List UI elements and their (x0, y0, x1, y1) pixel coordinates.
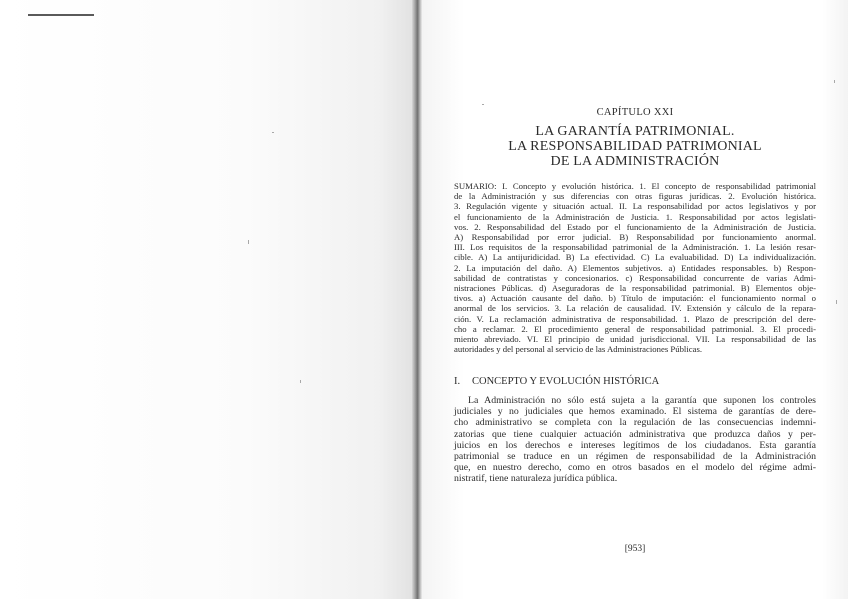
body-line: zatorias que tiene cualquier actuación administrativa que produzca daños y per- (454, 428, 816, 440)
summary-line: miento abreviado. VI. El principio de unidad jurisdiccional. VII. La responsabilidad de las (454, 334, 816, 345)
summary-line: III. Los requisitos de la responsabilidad patrimonial de la Administración. 1. La lesión resar- (454, 242, 816, 253)
page-speck (836, 300, 837, 304)
summary-line: cho a reclamar. 2. El procedimiento general de responsabilidad patrimonial. 3. El procedi- (454, 323, 816, 334)
header-rule (28, 14, 94, 16)
summary-line: tivos. a) Actuación causante del daño. b) Título de imputación: el funcionamiento normal o (454, 293, 816, 304)
summary-line: anormal de los servicios. 3. La relación de causalidad. IV. Extensión y cálculo de la repara- (454, 303, 816, 314)
summary-line: autoridades y del personal al servicio de las Administraciones Públicas. (454, 344, 703, 355)
chapter-title-line: LA RESPONSABILIDAD PATRIMONIAL (508, 139, 762, 154)
chapter-title (454, 124, 816, 169)
right-page (422, 0, 848, 599)
body-line: patrimonial se traduce en un régimen de responsabilidad de la Administración (454, 451, 816, 463)
summary-line: vos. 2. Responsabilidad del Estado por el funcionamiento de la Administración de Justicia. (454, 221, 816, 232)
summary-line: cible. A) La antijuridicidad. B) La efectividad. C) La evaluabilidad. D) La individualización. (454, 252, 816, 263)
page-speck (482, 104, 484, 105)
page-speck (272, 132, 274, 133)
chapter-label: CAPÍTULO XXI (596, 107, 674, 118)
book-gutter (412, 0, 422, 599)
page-speck (248, 240, 249, 244)
body-line: cho administrativo se completa con la regulación de las consecuencias indemni- (454, 417, 816, 429)
body-paragraph (454, 395, 816, 485)
page-number: [953] (624, 544, 646, 554)
left-page (0, 0, 412, 599)
summary-line: nistraciones Públicas. d) Aseguradoras de la responsabilidad patrimonial. B) Elementos obje- (454, 283, 816, 294)
summary-line: el funcionamiento de la Administración de Justicia. 1. Responsabilidad por actos legislati- (454, 211, 816, 222)
page-speck (834, 80, 835, 83)
body-line: judiciales y no judiciales que hemos examinado. El sistema de garantías de dere- (454, 406, 816, 418)
body-line: que, en nuestro derecho, como en otros basados en el modelo del régime admi- (454, 462, 816, 474)
section-title: CONCEPTO Y EVOLUCIÓN HISTÓRICA (472, 376, 660, 387)
body-line: nistratif, tiene naturaleza jurídica pública. (454, 473, 618, 485)
summary-line: SUMARIO: I. Concepto y evolución histórica. 1. El concepto de responsabilidad patrimonial (454, 181, 816, 191)
summary-line: sabilidad de contratistas y concesionarios. c) Responsabilidad concurrente de varias Admi- (454, 272, 816, 283)
summary-line: 3. Regulación vigente y situación actual. II. La responsabilidad por actos legislativos y por (454, 201, 816, 212)
summary-line: de la Administración y sus diferencias con otras figuras jurídicas. 2. Evolución histórica. (454, 191, 816, 202)
section-heading (454, 376, 816, 387)
summary-line: A) Responsabilidad por error judicial. B) Responsabilidad por funcionamiento anormal. (454, 232, 816, 243)
section-number: I. (454, 376, 461, 387)
chapter-title-line: LA GARANTÍA PATRIMONIAL. (535, 124, 735, 139)
summary-line: ción. V. La reclamación administrativa de responsabilidad. 1. Plazo de prescripción del dere- (454, 313, 816, 324)
body-line: juicios en los derechos e intereses legítimos de los ciudadanos. Esta garantía (454, 439, 816, 451)
body-line: La Administración no sólo está sujeta a la garantía que suponen los controles (468, 395, 816, 406)
chapter-summary (454, 181, 816, 354)
page-speck (300, 380, 301, 383)
summary-line: 2. La imputación del daño. A) Elementos subjetivos. a) Entidades responsables. b) Respon- (454, 262, 816, 273)
chapter-title-line: DE LA ADMINISTRACIÓN (550, 154, 720, 169)
